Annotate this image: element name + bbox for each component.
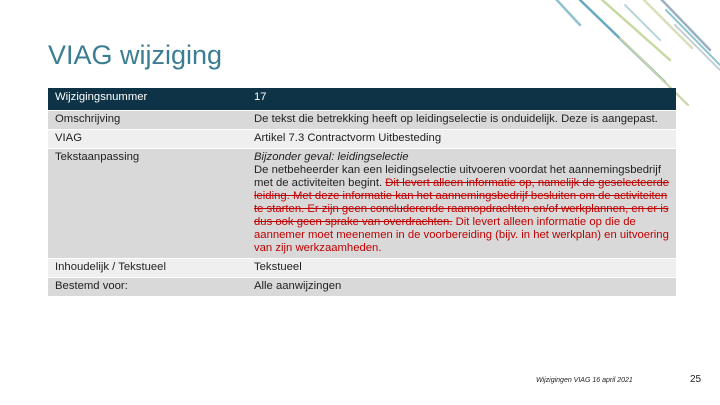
row-value: Tekstueel [247, 259, 676, 278]
inserted-text: Dit levert alleen informatie op die de aannemer moet meenemen in de voorbereiding (bijv. in het werkplan) en uitvoering van zijn werkzaamheden. [254, 216, 669, 254]
kept-text: De netbeheerder kan een leidingselectie uitvoeren voordat het aannemingsbedrijf met de activiteiten begint. [254, 164, 661, 189]
header-label: Wijzigingsnummer [48, 88, 247, 111]
row-label: VIAG [48, 130, 247, 149]
page-title: VIAG wijziging [48, 40, 223, 70]
table-row-inhoudelijk [48, 259, 676, 278]
row-label: Tekstaanpassing [48, 149, 247, 259]
row-value: Artikel 7.3 Contractvorm Uitbesteding [247, 130, 676, 149]
table-row-viag [48, 130, 676, 149]
table-row-tekstaanpassing [48, 149, 676, 259]
footer-text: Wijzigingen VIAG 16 april 2021 [536, 377, 633, 384]
row-label: Bestemd voor: [48, 278, 247, 297]
row-value: Alle aanwijzingen [247, 278, 676, 297]
change-text [254, 164, 670, 255]
row-value: De tekst die betrekking heeft op leidingselectie is onduidelijk. Deze is aangepast. [247, 111, 676, 130]
deleted-text: Dit levert alleen informatie op, namelijk de geselecteerde leiding. Met deze informatie kan het aannemingsbedrijf besluiten om de activiteiten te starten. Er zijn geen concluderende raamopdrachten en/of werkplannen, en er is dus ook geen sprake van overdrachten. [254, 177, 670, 228]
table-row-omschrijving [48, 111, 676, 130]
header-value: 17 [247, 88, 676, 111]
change-table [48, 88, 676, 296]
page-number: 25 [690, 374, 702, 385]
table-row-bestemd [48, 278, 676, 297]
row-label: Inhoudelijk / Tekstueel [48, 259, 247, 278]
row-value [247, 149, 676, 259]
text-heading: Bijzonder geval: leidingselectie [254, 151, 409, 163]
table-header-row [48, 88, 676, 111]
row-label: Omschrijving [48, 111, 247, 130]
